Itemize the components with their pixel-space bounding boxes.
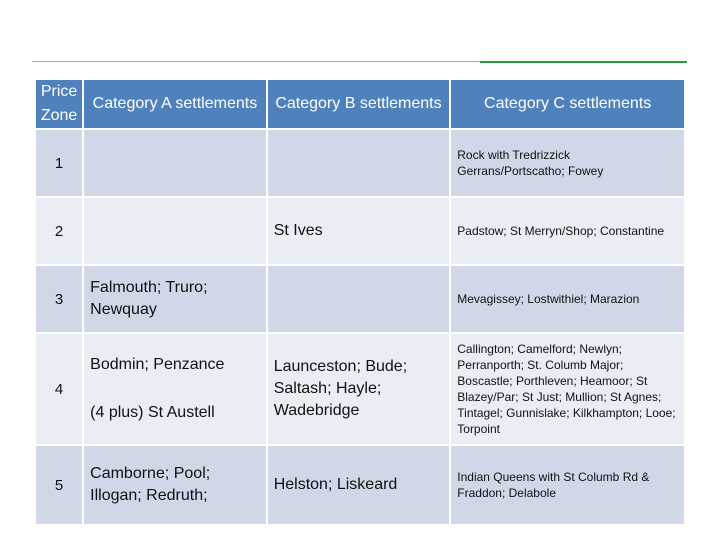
zone-cell: 5 — [36, 446, 82, 524]
header-accent-line — [480, 61, 687, 63]
category-a-cell — [84, 198, 266, 264]
category-a-secondary-text: (4 plus) St Austell — [90, 404, 215, 421]
category-b-cell: Helston; Liskeard — [268, 446, 450, 524]
header-price-zone: Price Zone — [36, 80, 82, 128]
category-c-cell: Padstow; St Merryn/Shop; Constantine — [451, 198, 684, 264]
table-row — [36, 130, 684, 196]
category-a-cell: Camborne; Pool; Illogan; Redruth; — [84, 446, 266, 524]
zone-cell: 3 — [36, 266, 82, 332]
header-category-b: Category B settlements — [268, 80, 450, 128]
category-c-cell: Rock with Tredrizzick Gerrans/Portscatho; Fowey — [451, 130, 684, 196]
header-category-a: Category A settlements — [84, 80, 266, 128]
category-a-cell: Falmouth; Truro; Newquay — [84, 266, 266, 332]
zone-cell: 1 — [36, 130, 82, 196]
table-row — [36, 198, 684, 264]
table-row — [36, 266, 684, 332]
category-b-cell: St Ives — [268, 198, 450, 264]
table-row — [36, 334, 684, 444]
category-a-primary-text: Bodmin; Penzance — [90, 356, 225, 373]
category-a-cell — [84, 334, 266, 444]
price-zone-table — [34, 78, 686, 526]
zone-cell: 2 — [36, 198, 82, 264]
category-b-cell — [268, 130, 450, 196]
table-header-row — [36, 80, 684, 128]
category-c-cell: Mevagissey; Lostwithiel; Marazion — [451, 266, 684, 332]
category-c-cell: Indian Queens with St Columb Rd & Fraddon; Delabole — [451, 446, 684, 524]
category-c-cell: Callington; Camelford; Newlyn; Perranporth; St. Columb Major; Boscastle; Porthleven; Heamoor; St Blazey/Par; St Just; Mullion; St Agnes; Tintagel; Gunnislake; Kilkhampton; Looe; Torpoint — [451, 334, 684, 444]
table-row — [36, 446, 684, 524]
zone-cell: 4 — [36, 334, 82, 444]
category-b-cell: Launceston; Bude; Saltash; Hayle; Wadebridge — [268, 334, 450, 444]
header-category-c: Category C settlements — [451, 80, 684, 128]
category-b-cell — [268, 266, 450, 332]
category-a-cell — [84, 130, 266, 196]
